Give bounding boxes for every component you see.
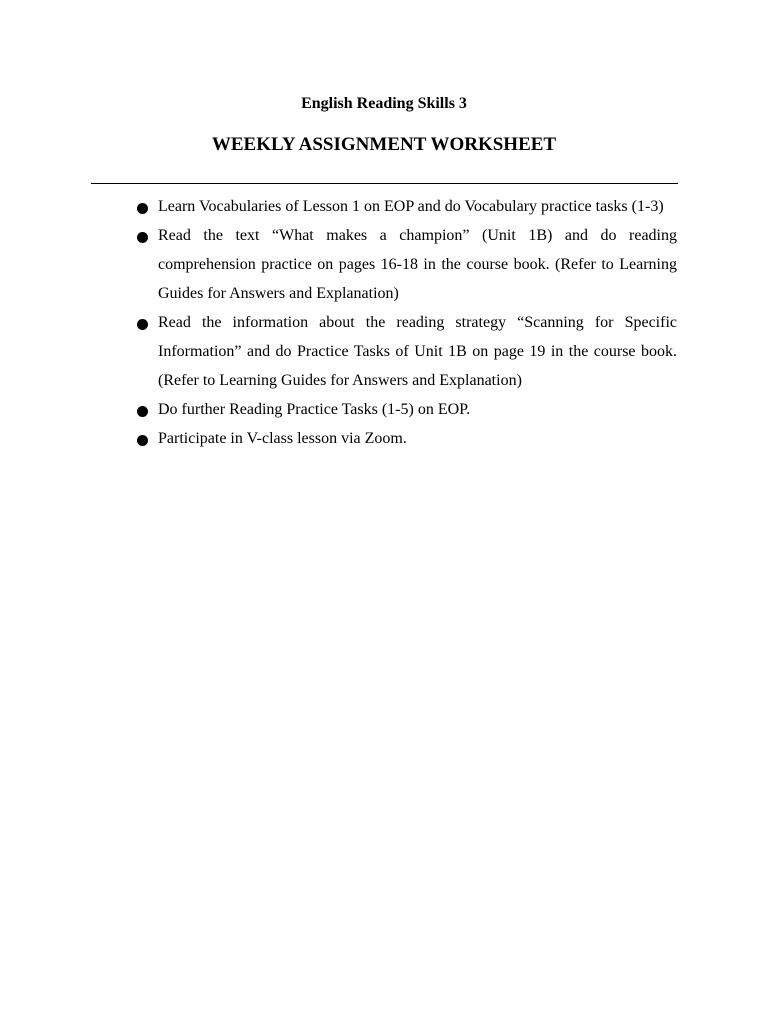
task-text: Learn Vocabularies of Lesson 1 on EOP and do Vocabulary practice tasks (1-3): [158, 198, 664, 215]
task-item: [0, 221, 768, 308]
bullet-icon: [137, 435, 148, 446]
task-text: Participate in V-class lesson via Zoom.: [158, 430, 407, 447]
bullet-icon: [137, 406, 148, 417]
task-text: Read the information about the reading strategy “Scanning for Specific Information” and do Practice Tasks of Unit 1B on page 19 in the course book. (Refer to Learning Guides for Answers and Explanation): [158, 314, 677, 389]
task-item: [0, 308, 768, 395]
worksheet-title: WEEKLY ASSIGNMENT WORKSHEET: [211, 134, 557, 155]
task-item: [0, 395, 768, 424]
bullet-icon: [137, 203, 148, 214]
task-item: [0, 192, 768, 221]
title-divider: [91, 183, 678, 184]
task-text: Read the text “What makes a champion” (Unit 1B) and do reading comprehension practice on pages 16-18 in the course book. (Refer to Learning Guides for Answers and Explanation): [158, 227, 677, 302]
task-text: Do further Reading Practice Tasks (1-5) on EOP.: [158, 401, 471, 418]
task-list: [0, 192, 768, 453]
bullet-icon: [137, 319, 148, 330]
task-item: [0, 424, 768, 453]
course-title: English Reading Skills 3: [301, 95, 467, 112]
bullet-icon: [137, 232, 148, 243]
